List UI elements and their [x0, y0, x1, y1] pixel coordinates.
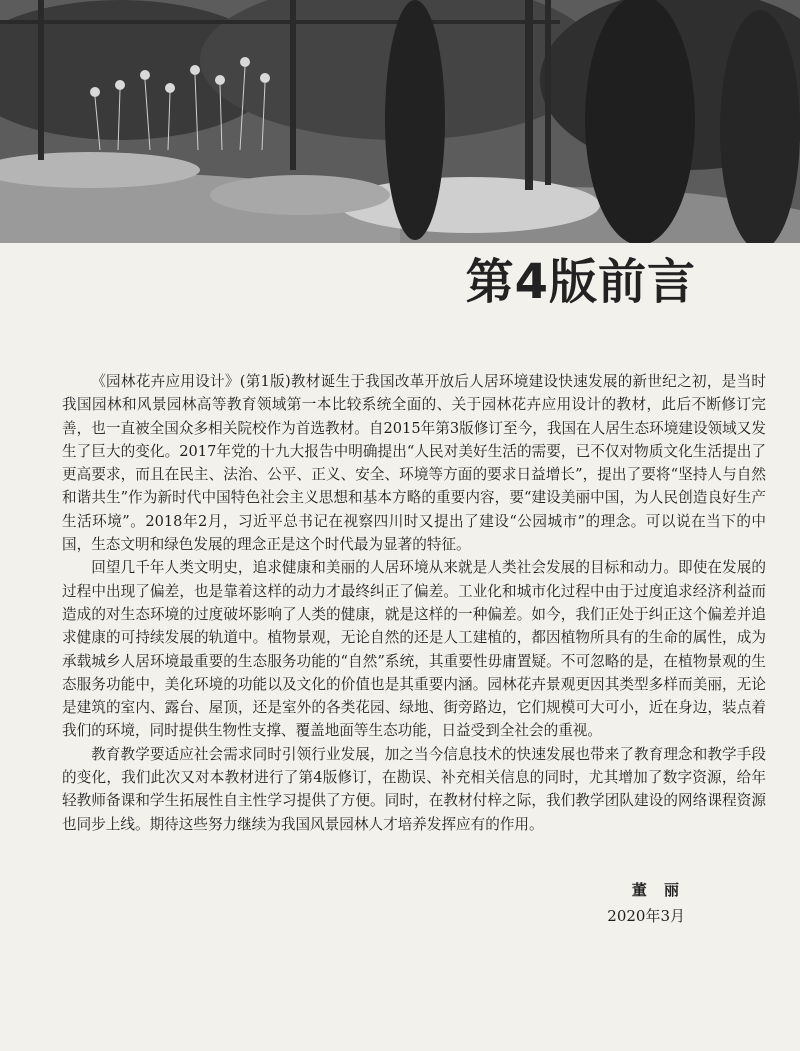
garden-photo-illustration [0, 0, 800, 243]
page-title: 第4版前言 [465, 254, 696, 310]
preface-body [62, 370, 766, 836]
paragraph-1: 《园林花卉应用设计》(第1版)教材诞生于我国改革开放后人居环境建设快速发展的新世纪之初，是当时我国园林和风景园林高等教育领域第一本比较系统全面的、关于园林花卉应用设计的教材，此后不断修订完善，也一直被全国众多相关院校作为首选教材。自2015年第3版修订至今，我国在人居生态环境建设领域又发生了巨大的变化。2017年党的十九大报告中明确提出“人民对美好生活的需要，已不仅对物质文化生活提出了更高要求，而且在民主、法治、公平、正义、安全、环境等方面的要求日益增长”，提出了要将“坚持人与自然和谐共生”作为新时代中国特色社会主义思想和基本方略的重要内容，要“建设美丽中国，为人民创造良好生产生活环境”。2018年2月，习近平总书记在视察四川时又提出了建设“公园城市”的理念。可以说在当下的中国，生态文明和绿色发展的理念正是这个时代最为显著的特征。 [62, 373, 766, 554]
header-garden-photo [0, 0, 800, 243]
signature-date: 2020年3月 [607, 907, 685, 925]
paragraph-2: 回望几千年人类文明史，追求健康和美丽的人居环境从来就是人类社会发展的目标和动力。即使在发展的过程中出现了偏差，也是靠着这样的动力才最终纠正了偏差。工业化和城市化过程中由于过度追求经济利益而造成的对生态环境的过度破坏影响了人类的健康，就是这样的一种偏差。如今，我们正处于纠正这个偏差并追求健康的可持续发展的轨道中。植物景观，无论自然的还是人工建植的，都因植物所具有的生命的属性，成为承载城乡人居环境最重要的生态服务功能的“自然”系统，其重要性毋庸置疑。不可忽略的是，在植物景观的生态服务功能中，美化环境的功能以及文化的价值也是其重要内涵。园林花卉景观更因其类型多样而美丽，无论是建筑的室内、露台、屋顶，还是室外的各类花园、绿地、街旁路边，它们规模可大可小，近在身边，装点着我们的环境，同时提供生物性支撑、覆盖地面等生态功能，日益受到全社会的重视。 [62, 559, 766, 740]
paragraph-3: 教育教学要适应社会需求同时引领行业发展，加之当今信息技术的快速发展也带来了教育理念和教学手段的变化，我们此次又对本教材进行了第4版修订，在勘误、补充相关信息的同时，尤其增加了数字资源，给年轻教师备课和学生拓展性自主性学习提供了方便。同时，在教材付梓之际，我们教学团队建设的网络课程资源也同步上线。期待这些努力继续为我国风景园林人才培养发挥应有的作用。 [62, 745, 766, 833]
signature-name: 董 丽 [631, 881, 685, 899]
